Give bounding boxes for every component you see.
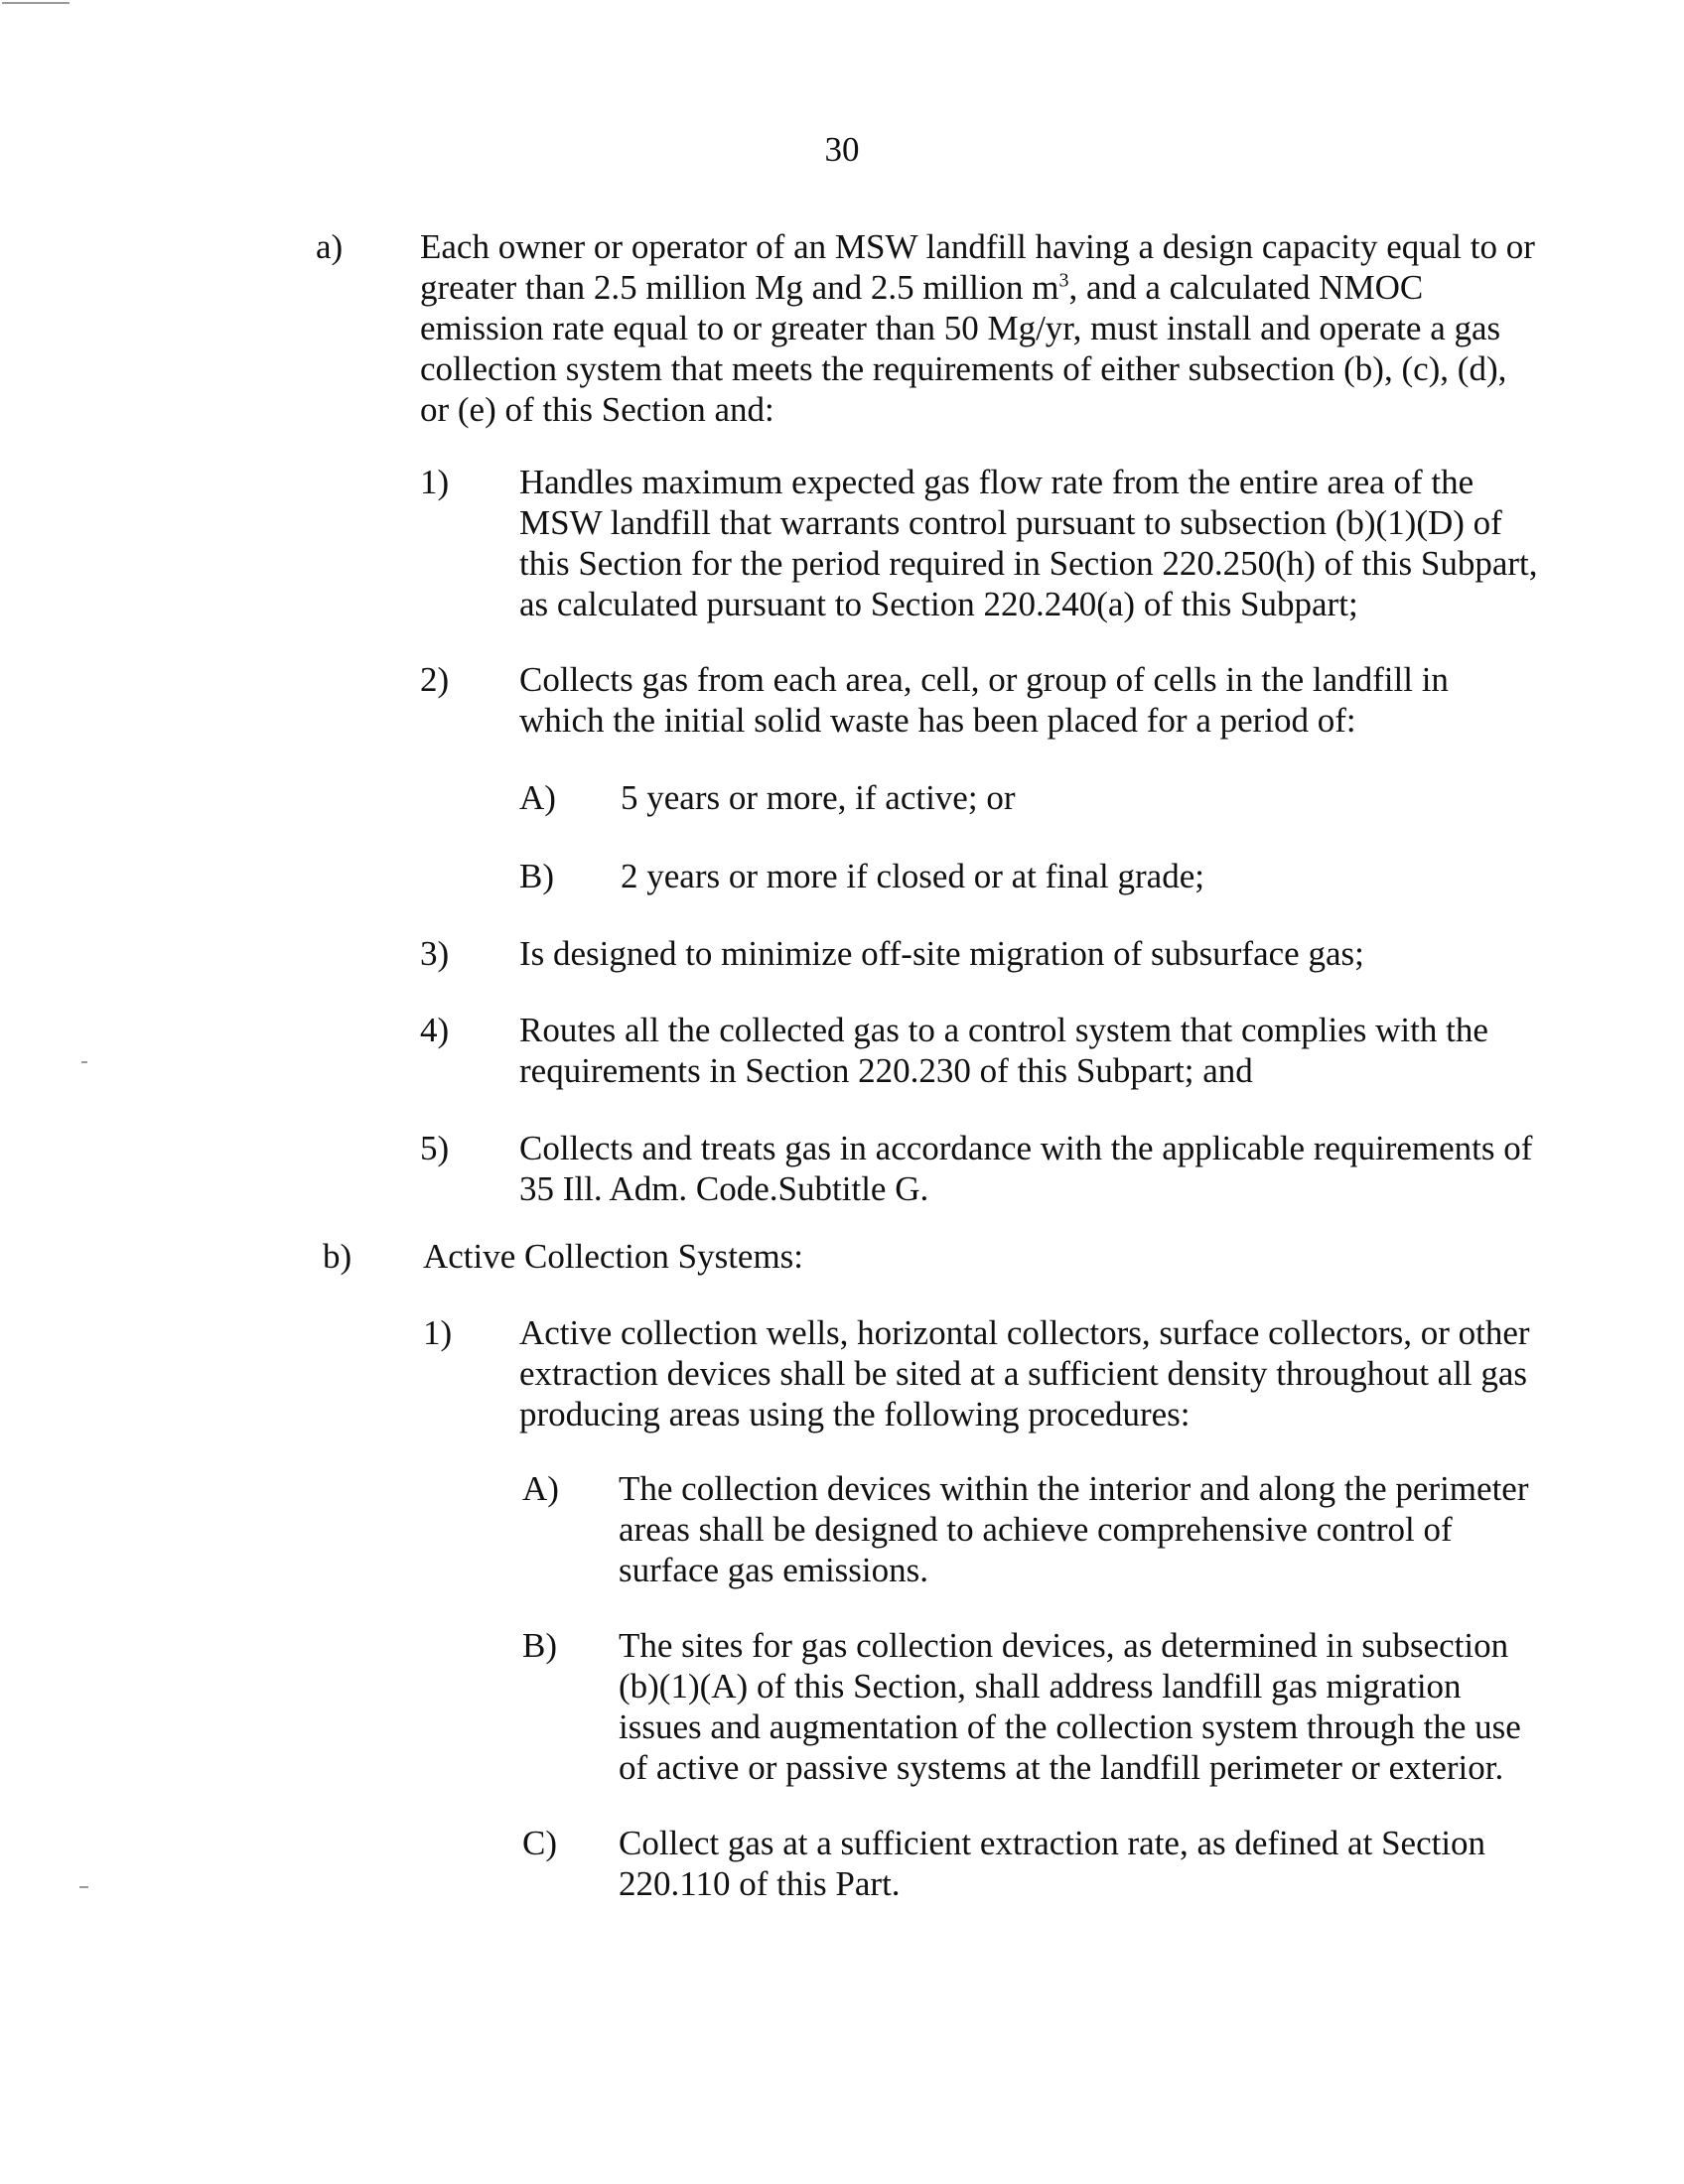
item-a2B-label: B) <box>519 857 554 895</box>
item-b1A-line-2: areas shall be designed to achieve comprehensive control of <box>619 1510 1453 1549</box>
subsection-b-label: b) <box>323 1237 352 1276</box>
item-b1C-line-1: Collect gas at a sufficient extraction rate, as defined at Section <box>619 1824 1486 1862</box>
item-a4-line-1: Routes all the collected gas to a control system that complies with the <box>519 1011 1488 1049</box>
subsection-a-line-2 <box>420 267 1423 308</box>
item-a5-line-2: 35 Ill. Adm. Code.Subtitle G. <box>519 1169 929 1208</box>
item-a2-label: 2) <box>420 660 450 699</box>
item-b1B-line-2: (b)(1)(A) of this Section, shall address landfill gas migration <box>619 1667 1462 1706</box>
subsection-a-line-1: Each owner or operator of an MSW landfill having a design capacity equal to or <box>420 227 1535 266</box>
item-a5-label: 5) <box>420 1129 450 1167</box>
item-b1B-line-4: of active or passive systems at the landfill perimeter or exterior. <box>619 1748 1504 1787</box>
item-a3-label: 3) <box>420 934 450 973</box>
item-b1A-line-3: surface gas emissions. <box>619 1551 929 1589</box>
page-number: 30 <box>824 130 860 169</box>
subsection-a-line-4: collection system that meets the requirements of either subsection (b), (c), (d), <box>420 349 1507 388</box>
item-a1-line-1: Handles maximum expected gas flow rate from the entire area of the <box>519 463 1474 501</box>
item-b1C-label: C) <box>522 1824 557 1862</box>
item-a1-label: 1) <box>420 463 450 501</box>
item-a1-line-3: this Section for the period required in Section 220.250(h) of this Subpart, <box>519 544 1538 583</box>
subsection-a-label: a) <box>316 227 344 266</box>
item-a4-label: 4) <box>420 1011 450 1049</box>
scan-mark-top-left <box>2 2 70 4</box>
item-a2-line-2: which the initial solid waste has been placed for a period of: <box>519 701 1356 740</box>
item-a1-line-4: as calculated pursuant to Section 220.240(a) of this Subpart; <box>519 585 1358 623</box>
item-b1B-line-1: The sites for gas collection devices, as determined in subsection <box>619 1626 1509 1665</box>
item-b1-line-2: extraction devices shall be sited at a sufficient density throughout all gas <box>519 1354 1528 1393</box>
scan-mark-left-1 <box>81 1061 87 1063</box>
item-b1-line-3: producing areas using the following procedures: <box>519 1395 1191 1433</box>
item-b1A-line-1: The collection devices within the interior and along the perimeter <box>619 1469 1529 1508</box>
subsection-a-line-2-part-2: , and a calculated NMOC <box>1068 268 1424 307</box>
item-a2A-line-1: 5 years or more, if active; or <box>621 778 1016 817</box>
item-b1C-line-2: 220.110 of this Part. <box>619 1864 901 1903</box>
item-b1A-label: A) <box>522 1469 559 1508</box>
item-a5-line-1: Collects and treats gas in accordance with the applicable requirements of <box>519 1129 1533 1167</box>
subsection-a-line-2-part-1: greater than 2.5 million Mg and 2.5 million m <box>420 268 1059 307</box>
item-b1-label: 1) <box>423 1313 453 1352</box>
item-b1-line-1: Active collection wells, horizontal collectors, surface collectors, or other <box>519 1313 1530 1352</box>
subsection-a-line-3: emission rate equal to or greater than 50 Mg/yr, must install and operate a gas <box>420 309 1501 347</box>
scan-mark-left-2 <box>79 1886 88 1888</box>
item-a1-line-2: MSW landfill that warrants control pursuant to subsection (b)(1)(D) of <box>519 503 1502 542</box>
item-a3-line-1: Is designed to minimize off-site migration of subsurface gas; <box>519 934 1364 973</box>
superscript-3: 3 <box>1058 269 1069 292</box>
item-a4-line-2: requirements in Section 220.230 of this Subpart; and <box>519 1051 1253 1090</box>
subsection-a-line-5: or (e) of this Section and: <box>420 390 774 429</box>
subsection-b-line-1: Active Collection Systems: <box>423 1237 804 1276</box>
item-b1B-line-3: issues and augmentation of the collection system through the use <box>619 1707 1521 1746</box>
item-a2A-label: A) <box>519 778 556 817</box>
item-a2B-line-1: 2 years or more if closed or at final grade; <box>621 857 1204 895</box>
item-b1B-label: B) <box>522 1626 557 1665</box>
item-a2-line-1: Collects gas from each area, cell, or group of cells in the landfill in <box>519 660 1449 699</box>
